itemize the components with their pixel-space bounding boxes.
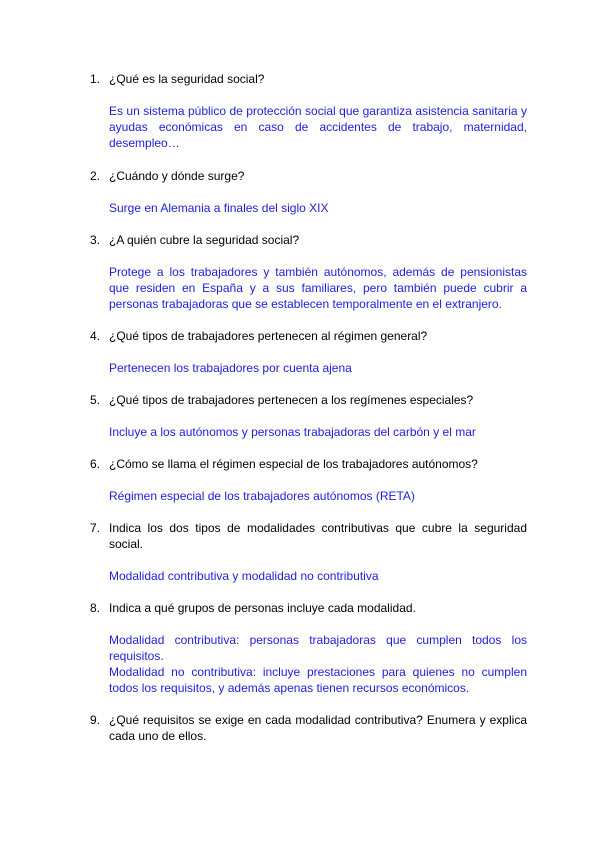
question-number: 7. [90,521,101,535]
question-text: ¿Qué requisitos se exige en cada modalidad contributiva? Enumera y explica cada uno de ellos. [109,713,527,743]
answer-4 [109,360,527,376]
question-text: ¿Qué tipos de trabajadores pertenecen al régimen general? [109,329,428,343]
question-number: 8. [90,601,101,615]
answer-2 [109,200,527,216]
question-number: 4. [90,329,101,343]
answer-8 [109,632,527,696]
question-text: ¿Cómo se llama el régimen especial de los trabajadores autónomos? [109,457,478,471]
question-text: ¿Qué es la seguridad social? [109,72,265,86]
answer-7 [109,568,527,584]
answer-paragraph: Modalidad contributiva y modalidad no contributiva [109,569,379,583]
answer-5 [109,424,527,440]
question-number: 6. [90,457,101,471]
answer-3 [109,264,527,312]
question-text: Indica a qué grupos de personas incluye cada modalidad. [109,601,416,615]
question-number: 3. [90,233,101,247]
answer-paragraph: Modalidad no contributiva: incluye prestaciones para quienes no cumplen todos los requisitos, y además apenas tienen recursos económicos. [109,665,527,695]
answer-paragraph: Protege a los trabajadores y también autónomos, además de pensionistas que residen en España y a sus familiares, pero también puede cubrir a personas trabajadoras que se establecen temporalmente en el extranjero. [109,265,527,311]
question-text: ¿A quién cubre la seguridad social? [109,233,300,247]
answer-1 [109,103,527,151]
question-text: ¿Qué tipos de trabajadores pertenecen a los regímenes especiales? [109,393,474,407]
answer-6 [109,488,527,504]
answer-paragraph: Surge en Alemania a finales del siglo XIX [109,201,329,215]
question-text: ¿Cuándo y dónde surge? [109,169,245,183]
question-number: 1. [90,72,101,86]
question-number: 5. [90,393,101,407]
question-number: 9. [90,713,101,727]
answer-paragraph: Es un sistema público de protección social que garantiza asistencia sanitaria y ayudas económicas en caso de accidentes de trabajo, maternidad, desempleo… [109,104,527,150]
question-number: 2. [90,169,101,183]
answer-paragraph: Régimen especial de los trabajadores autónomos (RETA) [109,489,415,503]
answer-paragraph: Pertenecen los trabajadores por cuenta ajena [109,361,352,375]
answer-paragraph: Incluye a los autónomos y personas trabajadoras del carbón y el mar [109,425,476,439]
question-text: Indica los dos tipos de modalidades contributivas que cubre la seguridad social. [109,521,527,551]
answer-paragraph: Modalidad contributiva: personas trabajadoras que cumplen todos los requisitos. [109,633,527,663]
